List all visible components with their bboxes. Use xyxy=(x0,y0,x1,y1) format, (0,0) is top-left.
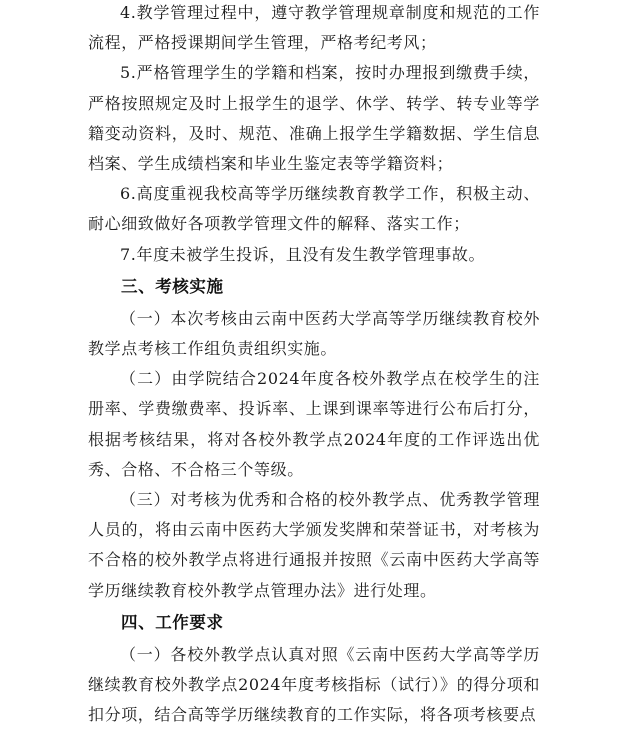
list-item-4: 4.教学管理过程中，遵守教学管理规章制度和规范的工作流程，严格授课期间学生管理，严格考纪考风； xyxy=(88,3,540,53)
assessment-paragraph-2: （二）由学院结合2024年度各校外教学点在校学生的注册率、学费缴费率、投诉率、上课到课率等进行公布后打分，根据考核结果，将对各校外教学点2024年度的工作评选出优秀、合格、不合格三个等级。 xyxy=(88,369,540,479)
section-heading-assessment: 三、考核实施 xyxy=(121,276,224,296)
assessment-paragraph-3: （三）对考核为优秀和合格的校外教学点、优秀教学管理人员的，将由云南中医药大学颁发奖牌和荣誉证书，对考核为不合格的校外教学点将进行通报并按照《云南中医药大学高等学历继续教育校外教学点管理办法》进行处理。 xyxy=(88,490,540,600)
document-body xyxy=(88,0,540,730)
list-item-6: 6.高度重视我校高等学历继续教育教学工作，积极主动、耐心细致做好各项教学管理文件的解释、落实工作； xyxy=(88,184,540,234)
list-item-5: 5.严格管理学生的学籍和档案，按时办理报到缴费手续，严格按照规定及时上报学生的退学、休学、转学、转专业等学籍变动资料，及时、规范、准确上报学生学籍数据、学生信息档案、学生成绩档案和毕业生鉴定表等学籍资料； xyxy=(88,63,540,174)
list-item-7: 7.年度未被学生投诉，且没有发生教学管理事故。 xyxy=(120,244,486,264)
assessment-paragraph-1: （一）本次考核由云南中医药大学高等学历继续教育校外教学点考核工作组负责组织实施。 xyxy=(88,308,540,359)
section-heading-requirements: 四、工作要求 xyxy=(121,612,224,632)
requirements-paragraph-1: （一）各校外教学点认真对照《云南中医药大学高等学历继续教育校外教学点2024年度考核指标（试行）》的得分项和扣分项，结合高等学历继续教育的工作实际，将各项考核要点 xyxy=(88,644,540,725)
